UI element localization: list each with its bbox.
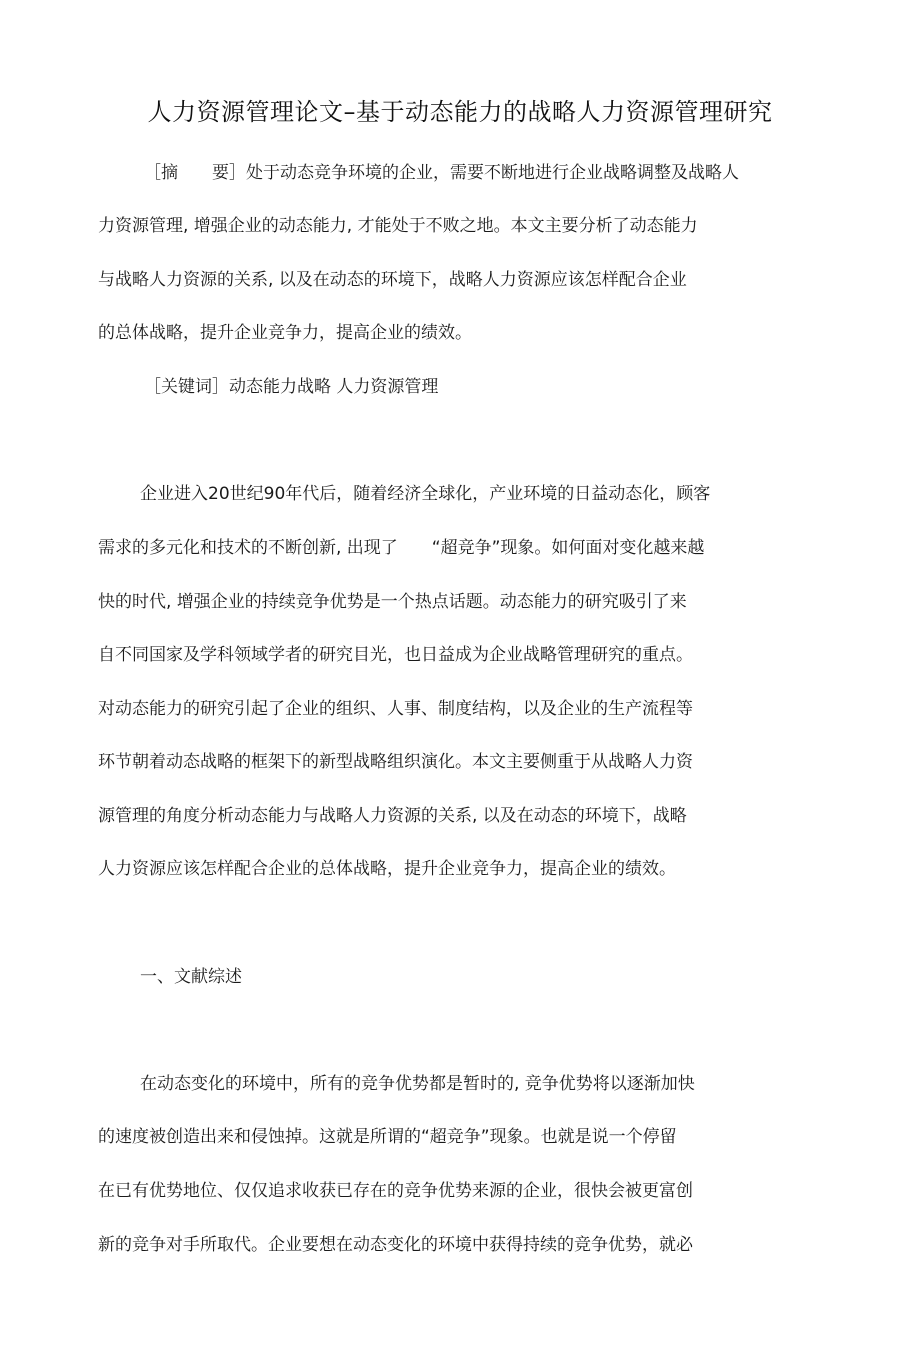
intro-line: 源管理的角度分析动态能力与战略人力资源的关系, 以及在动态的环境下，战略 — [98, 806, 687, 826]
document-title: 人力资源管理论文–基于动态能力的战略人力资源管理研究 — [147, 98, 773, 126]
section-line: 新的竞争对手所取代。企业要想在动态变化的环境中获得持续的竞争优势，就必 — [98, 1235, 693, 1255]
abstract-line: ［摘 要］处于动态竞争环境的企业，需要不断地进行企业战略调整及战略人 — [144, 163, 739, 183]
keywords-line: ［关键词］动态能力战略 人力资源管理 — [144, 377, 439, 397]
intro-line: 人力资源应该怎样配合企业的总体战略，提升企业竞争力，提高企业的绩效。 — [98, 859, 676, 879]
abstract-line: 力资源管理, 增强企业的动态能力, 才能处于不败之地。本文主要分析了动态能力 — [98, 216, 698, 236]
intro-line: 快的时代, 增强企业的持续竞争优势是一个热点话题。动态能力的研究吸引了来 — [98, 592, 687, 612]
section-line: 的速度被创造出来和侵蚀掉。这就是所谓的“超竞争”现象。也就是说一个停留 — [98, 1127, 677, 1147]
intro-line: 环节朝着动态战略的框架下的新型战略组织演化。本文主要侧重于从战略人力资 — [98, 752, 693, 772]
section-line: 在动态变化的环境中，所有的竞争优势都是暂时的, 竞争优势将以逐渐加快 — [140, 1074, 695, 1094]
abstract-line: 与战略人力资源的关系, 以及在动态的环境下，战略人力资源应该怎样配合企业 — [98, 270, 687, 290]
section-line: 在已有优势地位、仅仅追求收获已存在的竞争优势来源的企业，很快会被更富创 — [98, 1181, 693, 1201]
intro-line: 企业进入20世纪90年代后，随着经济全球化，产业环境的日益动态化，顾客 — [140, 484, 711, 504]
intro-line: 需求的多元化和技术的不断创新, 出现了 “超竞争”现象。如何面对变化越来越 — [98, 538, 705, 558]
intro-line: 对动态能力的研究引起了企业的组织、人事、制度结构，以及企业的生产流程等 — [98, 699, 693, 719]
abstract-line: 的总体战略，提升企业竞争力，提高企业的绩效。 — [98, 323, 472, 343]
intro-line: 自不同国家及学科领域学者的研究目光，也日益成为企业战略管理研究的重点。 — [98, 645, 693, 665]
section-heading: 一、文献综述 — [140, 967, 242, 987]
